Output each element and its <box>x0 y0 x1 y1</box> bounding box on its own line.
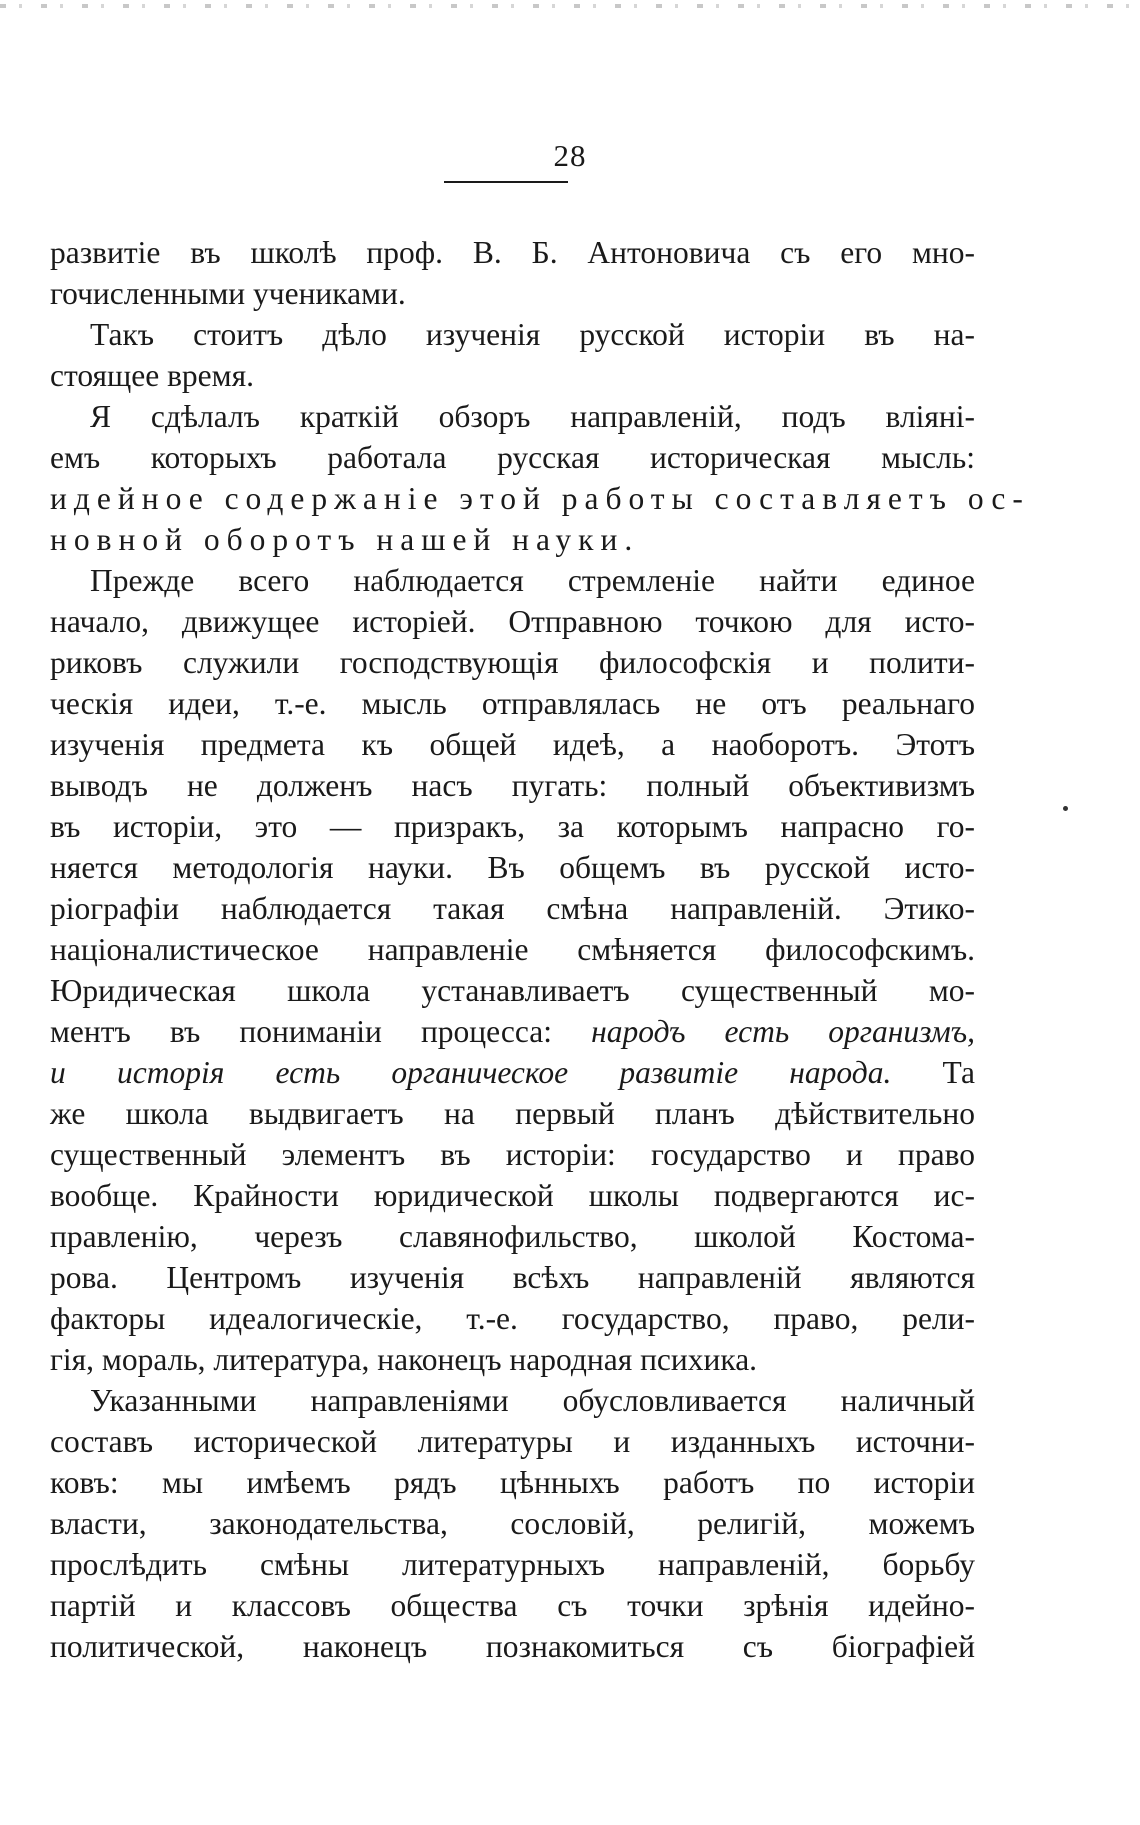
line-text: няется методологія науки. Въ общемъ въ русской исто- <box>50 850 975 885</box>
text-line <box>50 560 975 601</box>
text-line <box>50 1134 975 1175</box>
text-line <box>50 601 975 642</box>
line-text: вообще. Крайности юридической школы подвергаются ис- <box>50 1178 975 1213</box>
line-text: ковъ: мы имѣемъ рядъ цѣнныхъ работъ по исторіи <box>50 1465 975 1500</box>
text-line <box>50 806 975 847</box>
text-line <box>50 1339 975 1380</box>
text-line <box>50 437 975 478</box>
text-line <box>50 1257 975 1298</box>
line-text: ческія идеи, т.-е. мысль отправлялась не отъ реальнаго <box>50 686 975 721</box>
page-number: 28 <box>553 138 587 173</box>
text-line <box>50 1093 975 1134</box>
body-text <box>50 232 1030 1667</box>
line-text: Юридическая школа устанавливаетъ существенный мо- <box>50 973 975 1008</box>
text-line <box>50 929 975 970</box>
line-text: изученія предмета къ общей идеѣ, а наоборотъ. Этотъ <box>50 727 975 762</box>
line-text: прослѣдить смѣны литературныхъ направленій, борьбу <box>50 1547 975 1582</box>
text-line <box>50 232 975 273</box>
line-text: ментъ въ пониманіи процесса: <box>50 1014 592 1049</box>
text-line <box>50 314 975 355</box>
line-text: Указанными направленіями обусловливается наличный <box>90 1383 975 1418</box>
italic-text: народъ есть организмъ, <box>591 1014 975 1049</box>
line-text: развитіе въ школѣ проф. В. Б. Антоновича съ его мно- <box>50 235 975 270</box>
page-number-rule <box>444 181 568 183</box>
line-text: емъ которыхъ работала русская историческая мысль: <box>50 440 975 475</box>
text-line <box>50 1380 975 1421</box>
margin-speck <box>1063 806 1068 811</box>
line-text: же школа выдвигаетъ на первый планъ дѣйствительно <box>50 1096 975 1131</box>
text-line <box>50 355 975 396</box>
line-text: политической, наконецъ познакомиться съ біографіей <box>50 1629 975 1664</box>
text-line <box>50 1052 975 1093</box>
line-text: стоящее время. <box>50 358 254 393</box>
text-line <box>50 519 975 560</box>
text-line <box>50 724 975 765</box>
line-text: существенный элементъ въ исторіи: государство и право <box>50 1137 975 1172</box>
text-line <box>50 1298 975 1339</box>
line-text: въ исторіи, это — призракъ, за которымъ напрасно го- <box>50 809 975 844</box>
line-text: націоналистическое направленіе смѣняется философскимъ. <box>50 932 975 967</box>
line-text: идейное содержаніе этой работы составляетъ ос- <box>50 481 1030 516</box>
text-line <box>50 847 975 888</box>
line-text: гочисленными учениками. <box>50 276 406 311</box>
line-text: правленію, черезъ славянофильство, школой Костома- <box>50 1219 975 1254</box>
text-line <box>50 1216 975 1257</box>
text-line <box>50 1462 975 1503</box>
text-line <box>50 478 1030 519</box>
line-text: риковъ служили господствующія философскія и полити- <box>50 645 975 680</box>
line-text: гія, мораль, литература, наконецъ народная психика. <box>50 1342 758 1377</box>
line-text: рова. Центромъ изученія всѣхъ направленій являются <box>50 1260 975 1295</box>
text-line <box>50 683 975 724</box>
text-line <box>50 970 975 1011</box>
italic-text: и исторія есть органическое развитіе народа. <box>50 1055 892 1090</box>
line-text: власти, законодательства, сословій, религій, можемъ <box>50 1506 975 1541</box>
line-text: начало, движущее исторіей. Отправною точкою для исто- <box>50 604 975 639</box>
line-text: ріографіи наблюдается такая смѣна направленій. Этико- <box>50 891 975 926</box>
text-line <box>50 273 975 314</box>
text-line <box>50 1503 975 1544</box>
line-text: новной оборотъ нашей науки. <box>50 522 640 557</box>
text-line <box>50 1626 975 1667</box>
text-line <box>50 888 975 929</box>
text-line <box>50 642 975 683</box>
line-text: Я сдѣлалъ краткій обзоръ направленій, подъ вліяні- <box>90 399 975 434</box>
line-text-tail: Та <box>891 1055 975 1090</box>
line-text: Такъ стоитъ дѣло изученія русской исторіи въ на- <box>90 317 975 352</box>
line-text: составъ исторической литературы и изданныхъ источни- <box>50 1424 975 1459</box>
line-text: выводъ не долженъ насъ пугать: полный объективизмъ <box>50 768 975 803</box>
text-line <box>50 1011 975 1052</box>
text-line <box>50 396 975 437</box>
text-line <box>50 1585 975 1626</box>
text-line <box>50 1421 975 1462</box>
scan-edge <box>0 4 1140 8</box>
text-line <box>50 1544 975 1585</box>
text-line <box>50 765 975 806</box>
line-text: Прежде всего наблюдается стремленіе найти единое <box>90 563 975 598</box>
line-text: факторы идеалогическіе, т.-е. государство, право, рели- <box>50 1301 975 1336</box>
line-text: партій и классовъ общества съ точки зрѣнія идейно- <box>50 1588 975 1623</box>
text-line <box>50 1175 975 1216</box>
